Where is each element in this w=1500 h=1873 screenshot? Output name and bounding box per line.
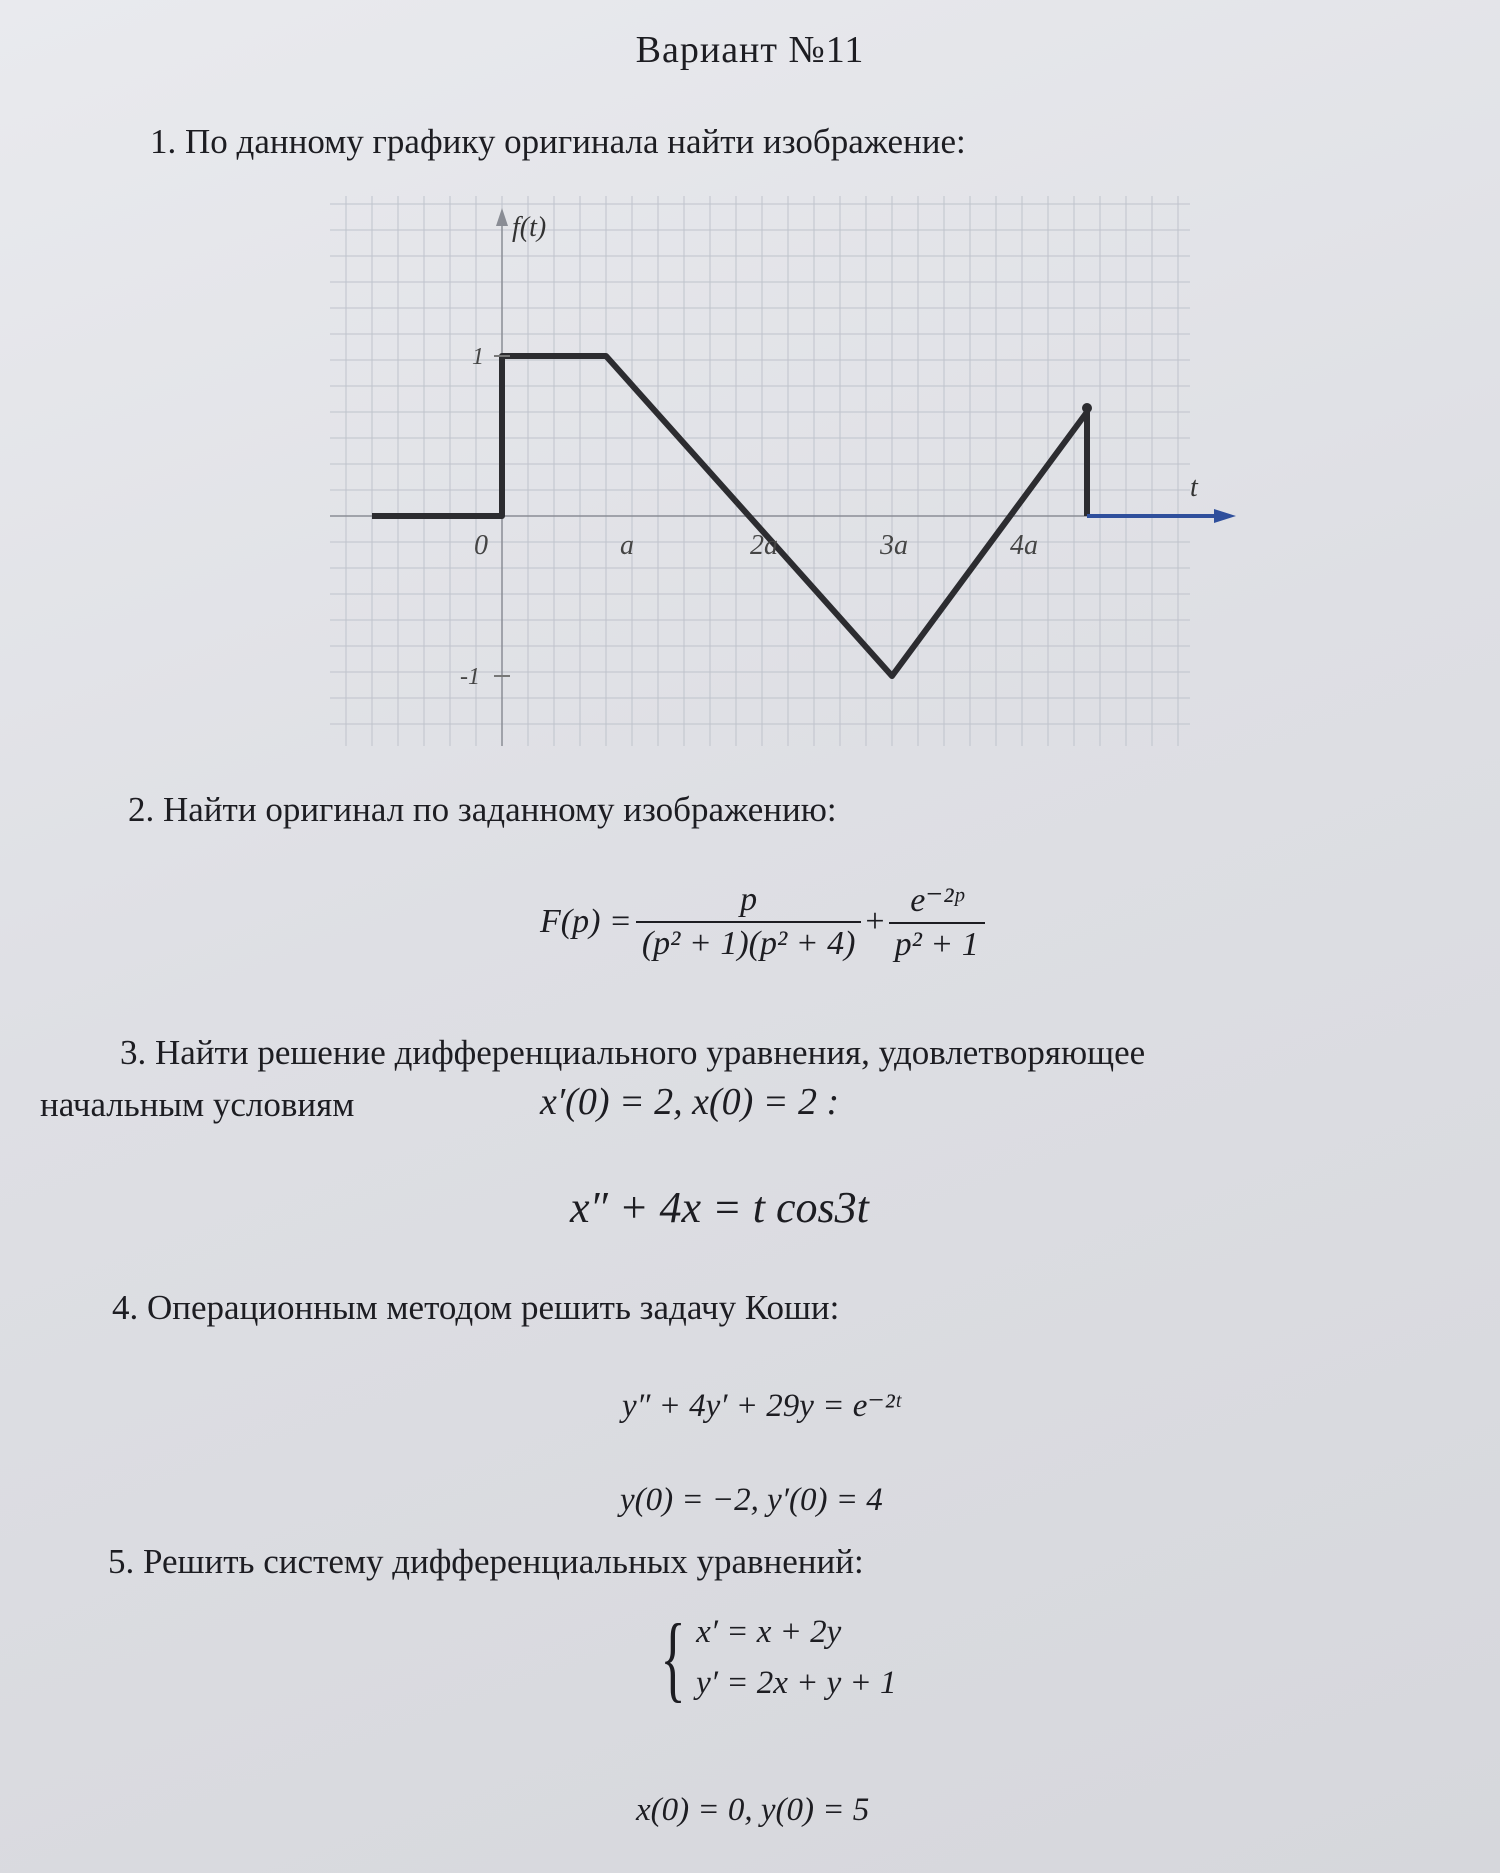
task-3-statement-line2: начальным условиям [40, 1085, 355, 1124]
system-equation-1: x′ = x + 2y [696, 1614, 842, 1650]
plus-sign: + [865, 903, 885, 940]
y-axis-arrow [496, 208, 508, 226]
original-function-graph [330, 196, 1198, 746]
fraction-1-denominator: (p² + 1)(p² + 4) [636, 921, 862, 963]
task-1-statement: 1. По данному графику оригинала найти изображение: [150, 122, 966, 161]
task-5-statement: 5. Решить систему дифференциальных уравнений: [108, 1542, 864, 1581]
x-tick-label: a [620, 530, 634, 561]
task-3-statement-line1: 3. Найти решение дифференциального уравнения, удовлетворяющее [120, 1033, 1146, 1072]
x-tick-label: 2a [750, 530, 778, 561]
y-tick-label: -1 [460, 664, 480, 690]
formula-lhs: F(p) = [540, 903, 632, 940]
fraction-2-numerator: e⁻²ᵖ [910, 882, 964, 919]
fraction-1 [636, 881, 862, 963]
x-tick-label: 4a [1010, 530, 1038, 561]
x-tick-label: 3a [880, 530, 908, 561]
system-brace: { [660, 1604, 686, 1711]
task-3-equation: x″ + 4x = t cos3t [570, 1183, 869, 1232]
task-5-initial-conditions: x(0) = 0, y(0) = 5 [636, 1792, 870, 1828]
curve-endpoint [1082, 403, 1092, 413]
task-2-formula [540, 880, 989, 964]
x-axis-label: t [1190, 472, 1198, 503]
fraction-1-numerator: p [740, 881, 758, 918]
variant-title: Вариант №11 [635, 29, 865, 71]
system-equation-2: y′ = 2x + y + 1 [696, 1665, 897, 1701]
t-axis-arrow [1214, 509, 1236, 523]
task-2-statement: 2. Найти оригинал по заданному изображению: [128, 790, 837, 829]
task-3-initial-conditions: x′(0) = 2, x(0) = 2 : [540, 1081, 840, 1123]
fraction-2-denominator: p² + 1 [889, 922, 985, 964]
task-4-statement: 4. Операционным методом решить задачу Коши: [112, 1288, 840, 1327]
y-axis-label: f(t) [512, 212, 547, 243]
task-4-equation: y″ + 4y′ + 29y = e⁻²ᵗ [622, 1388, 901, 1424]
task-4-initial-conditions: y(0) = −2, y′(0) = 4 [620, 1482, 883, 1518]
task-5-system [650, 1604, 897, 1711]
fraction-2 [889, 880, 985, 964]
graph-grid [330, 196, 1190, 746]
y-tick-label: 1 [472, 344, 484, 370]
x-tick-label: 0 [474, 530, 488, 561]
